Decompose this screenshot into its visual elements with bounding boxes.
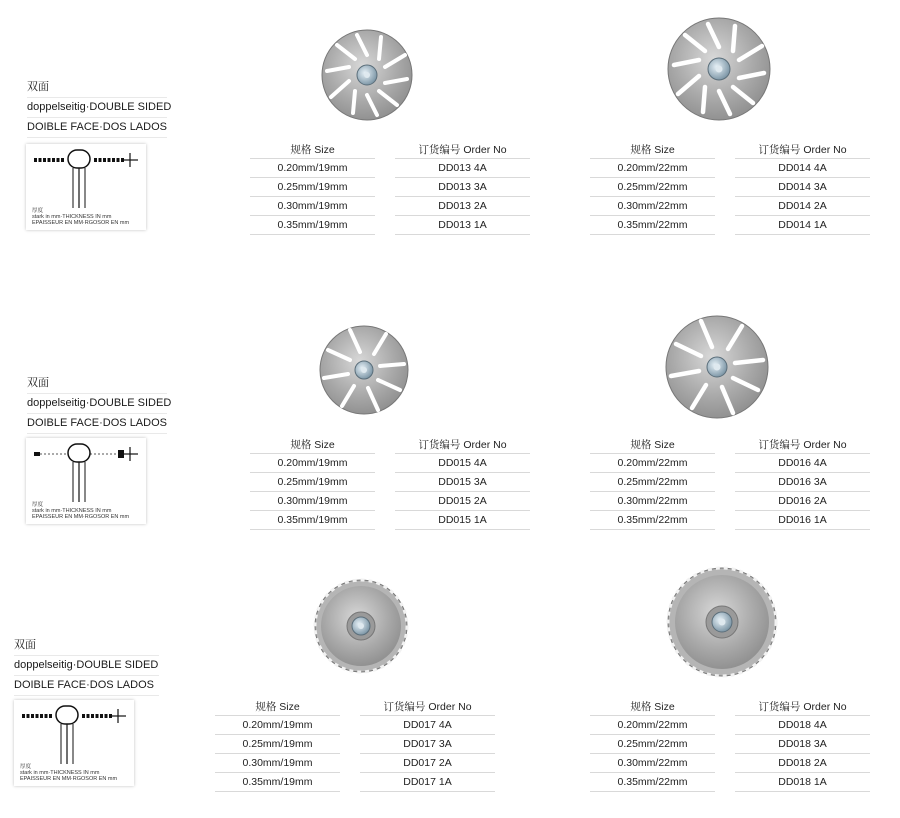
table-row [215, 773, 495, 792]
table-row [590, 735, 870, 754]
size-cell: 0.20mm/22mm [590, 716, 715, 735]
order-cell: DD013 2A [395, 197, 530, 216]
table-row [250, 454, 530, 473]
spec-table [250, 140, 530, 235]
size-cell: 0.20mm/22mm [590, 454, 715, 473]
size-cell: 0.35mm/22mm [590, 511, 715, 530]
order-cell: DD014 3A [735, 178, 870, 197]
spec-table [590, 697, 870, 792]
table-row [590, 492, 870, 511]
table-row [215, 735, 495, 754]
table-row [250, 159, 530, 178]
product-dd013 [230, 0, 530, 250]
size-cell: 0.20mm/19mm [215, 716, 340, 735]
order-header: 订货编号 Order No [735, 435, 870, 454]
table-row [590, 716, 870, 735]
thickness-caption-2: EPAISSEUR EN MM·RGOSOR EN mm [20, 776, 118, 782]
slotted-disc-image [666, 16, 772, 122]
order-cell: DD015 1A [395, 511, 530, 530]
order-cell: DD013 1A [395, 216, 530, 235]
size-cell: 0.20mm/22mm [590, 159, 715, 178]
order-cell: DD014 1A [735, 216, 870, 235]
order-cell: DD018 1A [735, 773, 870, 792]
thickness-caption-2: EPAISSEUR EN MM·RGOSOR EN mm [32, 220, 130, 226]
thickness-caption-1: stark in mm·THICKNESS IN mm [32, 214, 112, 220]
thickness-caption-cn: 厚度 [32, 502, 44, 508]
table-row [250, 511, 530, 530]
slotted-disc-image [320, 28, 414, 122]
table-row [590, 159, 870, 178]
size-cell: 0.20mm/19mm [250, 159, 375, 178]
sided-label [27, 374, 172, 434]
size-header: 规格 Size [590, 435, 715, 454]
size-cell: 0.20mm/19mm [250, 454, 375, 473]
size-cell: 0.25mm/19mm [250, 473, 375, 492]
order-header: 订货编号 Order No [395, 435, 530, 454]
spec-table [590, 140, 870, 235]
table-row [250, 473, 530, 492]
size-cell: 0.35mm/19mm [250, 216, 375, 235]
size-cell: 0.35mm/22mm [590, 216, 715, 235]
label-fr-es: DOIBLE FACE·DOS LADOS [27, 414, 167, 434]
order-cell: DD017 1A [360, 773, 495, 792]
order-cell: DD015 3A [395, 473, 530, 492]
order-cell: DD017 3A [360, 735, 495, 754]
label-de-en: doppelseitig·DOUBLE SIDED [27, 98, 167, 118]
product-dd014 [590, 0, 890, 250]
size-cell: 0.25mm/22mm [590, 735, 715, 754]
size-header: 规格 Size [215, 697, 340, 716]
order-cell: DD018 3A [735, 735, 870, 754]
table-row [590, 216, 870, 235]
label-cn: 双面 [27, 374, 167, 394]
label-cn: 双面 [27, 78, 167, 98]
thickness-diagram [14, 700, 134, 786]
table-row [590, 754, 870, 773]
size-cell: 0.30mm/19mm [215, 754, 340, 773]
order-cell: DD014 2A [735, 197, 870, 216]
order-header: 订货编号 Order No [735, 697, 870, 716]
serrated-disc-image [666, 566, 778, 678]
order-cell: DD015 2A [395, 492, 530, 511]
slotted-disc-image [318, 324, 410, 416]
size-cell: 0.35mm/22mm [590, 773, 715, 792]
table-row [250, 492, 530, 511]
table-row [590, 178, 870, 197]
product-section-3 [0, 560, 900, 818]
serrated-disc-image [313, 578, 409, 674]
slotted-disc-image [664, 314, 770, 420]
sided-label [27, 78, 172, 138]
size-cell: 0.30mm/22mm [590, 754, 715, 773]
size-cell: 0.30mm/19mm [250, 492, 375, 511]
table-row [590, 197, 870, 216]
thickness-caption-2: EPAISSEUR EN MM·RGOSOR EN mm [32, 514, 130, 520]
product-dd018 [590, 560, 890, 818]
order-header: 订货编号 Order No [360, 697, 495, 716]
thickness-caption-cn: 厚度 [20, 764, 32, 770]
order-cell: DD016 1A [735, 511, 870, 530]
thickness-diagram [26, 144, 146, 230]
size-header: 规格 Size [250, 435, 375, 454]
product-dd015 [230, 300, 530, 540]
table-row [250, 178, 530, 197]
order-cell: DD016 4A [735, 454, 870, 473]
size-header: 规格 Size [590, 697, 715, 716]
table-row [590, 473, 870, 492]
size-cell: 0.25mm/19mm [215, 735, 340, 754]
thickness-caption-cn: 厚度 [32, 208, 44, 214]
order-cell: DD018 2A [735, 754, 870, 773]
label-de-en: doppelseitig·DOUBLE SIDED [27, 394, 167, 414]
size-cell: 0.25mm/22mm [590, 473, 715, 492]
table-row [590, 511, 870, 530]
size-cell: 0.35mm/19mm [250, 511, 375, 530]
order-cell: DD018 4A [735, 716, 870, 735]
order-header: 订货编号 Order No [735, 140, 870, 159]
table-row [590, 454, 870, 473]
order-cell: DD017 4A [360, 716, 495, 735]
thickness-caption-1: stark in mm·THICKNESS IN mm [20, 770, 100, 776]
size-cell: 0.25mm/22mm [590, 178, 715, 197]
thickness-diagram [26, 438, 146, 524]
product-dd017 [215, 560, 515, 818]
label-fr-es: DOIBLE FACE·DOS LADOS [14, 676, 159, 696]
table-row [250, 216, 530, 235]
spec-table [215, 697, 495, 792]
size-cell: 0.30mm/22mm [590, 492, 715, 511]
size-cell: 0.30mm/22mm [590, 197, 715, 216]
label-de-en: doppelseitig·DOUBLE SIDED [14, 656, 159, 676]
size-header: 规格 Size [590, 140, 715, 159]
order-header: 订货编号 Order No [395, 140, 530, 159]
table-row [215, 716, 495, 735]
spec-table [250, 435, 530, 530]
size-header: 规格 Size [250, 140, 375, 159]
order-cell: DD013 4A [395, 159, 530, 178]
size-cell: 0.35mm/19mm [215, 773, 340, 792]
table-row [250, 197, 530, 216]
order-cell: DD016 3A [735, 473, 870, 492]
spec-table [590, 435, 870, 530]
thickness-caption-1: stark in mm·THICKNESS IN mm [32, 508, 112, 514]
order-cell: DD013 3A [395, 178, 530, 197]
size-cell: 0.25mm/19mm [250, 178, 375, 197]
label-fr-es: DOIBLE FACE·DOS LADOS [27, 118, 167, 138]
product-section-1 [0, 0, 900, 250]
table-row [215, 754, 495, 773]
table-row [590, 773, 870, 792]
order-cell: DD016 2A [735, 492, 870, 511]
product-dd016 [590, 300, 890, 540]
order-cell: DD014 4A [735, 159, 870, 178]
order-cell: DD017 2A [360, 754, 495, 773]
product-section-2 [0, 300, 900, 540]
size-cell: 0.30mm/19mm [250, 197, 375, 216]
sided-label [14, 636, 159, 696]
order-cell: DD015 4A [395, 454, 530, 473]
label-cn: 双面 [14, 636, 159, 656]
